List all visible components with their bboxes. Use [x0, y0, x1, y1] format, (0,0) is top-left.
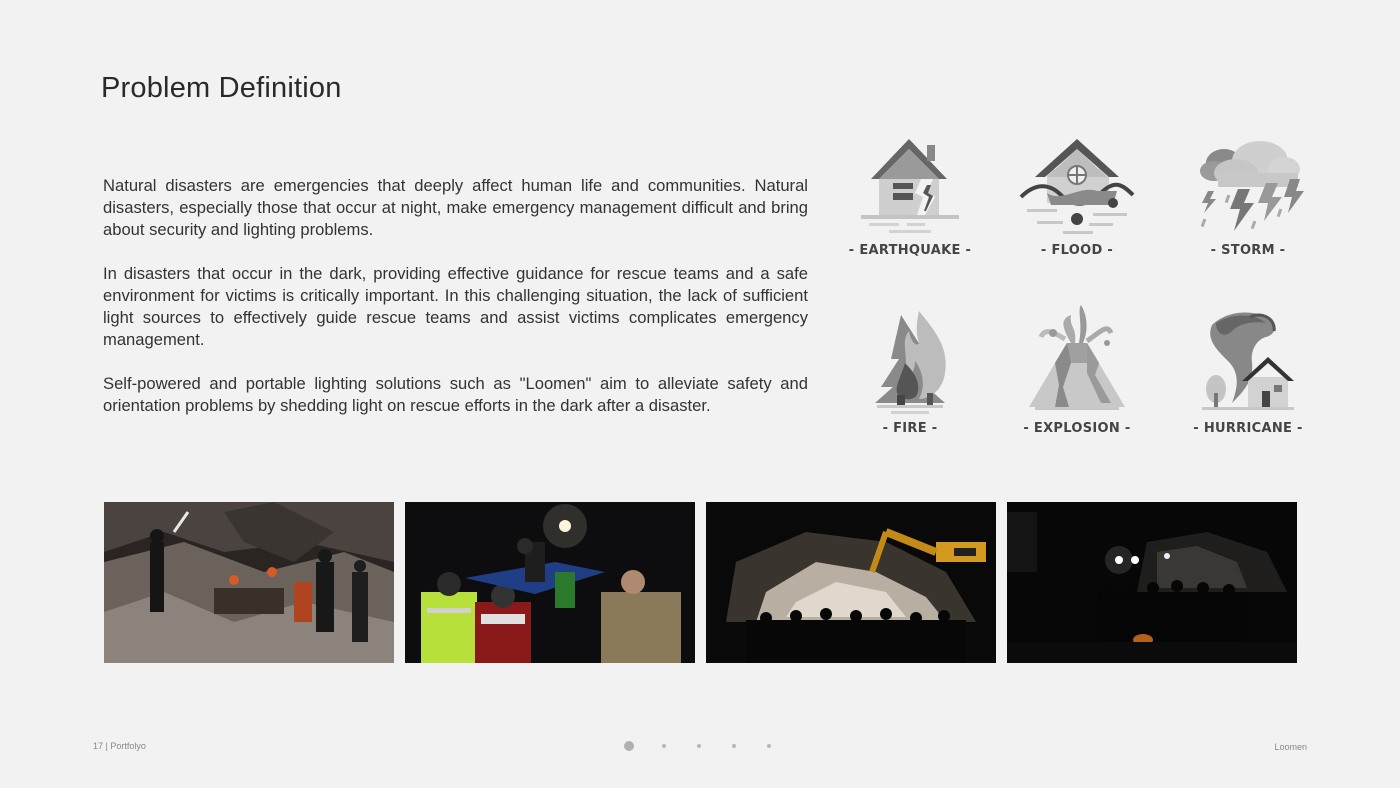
explosion-icon: [1015, 303, 1139, 415]
body-text: [103, 175, 808, 439]
earthquake-icon: [855, 133, 965, 237]
rescue-photo-night-crowd: [1007, 502, 1297, 663]
disaster-label: - EXPLOSION -: [1023, 421, 1131, 436]
disaster-earthquake: [835, 133, 985, 258]
disaster-label: - HURRICANE -: [1193, 421, 1303, 436]
rescue-photo-stretcher: [405, 502, 695, 663]
pagination-dot[interactable]: [662, 744, 666, 748]
paragraph-intro: Natural disasters are emergencies that deeply affect human life and communities. Natural disasters, especially those that occur at night, make emergency management difficult and bring about security and lighting problems.: [103, 176, 808, 239]
fire-icon: [855, 303, 965, 415]
disaster-fire: [835, 303, 985, 436]
pagination-dot[interactable]: [697, 744, 701, 748]
flood-icon: [1017, 133, 1137, 237]
footer-page-label: 17 | Portfolyo: [93, 741, 146, 751]
footer-brand: Loomen: [1274, 742, 1307, 752]
pagination-dot-active[interactable]: [624, 741, 634, 751]
disaster-hurricane: [1173, 303, 1323, 436]
hurricane-icon: [1188, 303, 1308, 415]
disaster-storm: [1173, 133, 1323, 258]
disaster-explosion: [1002, 303, 1152, 436]
page-title: Problem Definition: [101, 72, 342, 104]
paragraph-solution: Self-powered and portable lighting solutions such as "Loomen" aim to alleviate safety and orientation problems by shedding light on rescue efforts in the dark after a disaster.: [103, 374, 808, 415]
rescue-photo-excavator: [706, 502, 996, 663]
pagination-dot[interactable]: [767, 744, 771, 748]
paragraph-darkness: In disasters that occur in the dark, providing effective guidance for rescue teams and a safe environment for victims is critically important. In this challenging situation, the lack of sufficient light sources to effectively guide rescue teams and assist victims complicates emergency management.: [103, 264, 808, 349]
rescue-photo-rubble: [104, 502, 394, 663]
disaster-flood: [1002, 133, 1152, 258]
disaster-label: - FLOOD -: [1040, 243, 1114, 258]
storm-icon: [1188, 133, 1308, 237]
disaster-label: - EARTHQUAKE -: [848, 243, 972, 258]
disaster-label: - STORM -: [1210, 243, 1286, 258]
disaster-icon-grid: [840, 125, 1320, 465]
disaster-label: - FIRE -: [882, 421, 938, 436]
pagination-dot[interactable]: [732, 744, 736, 748]
